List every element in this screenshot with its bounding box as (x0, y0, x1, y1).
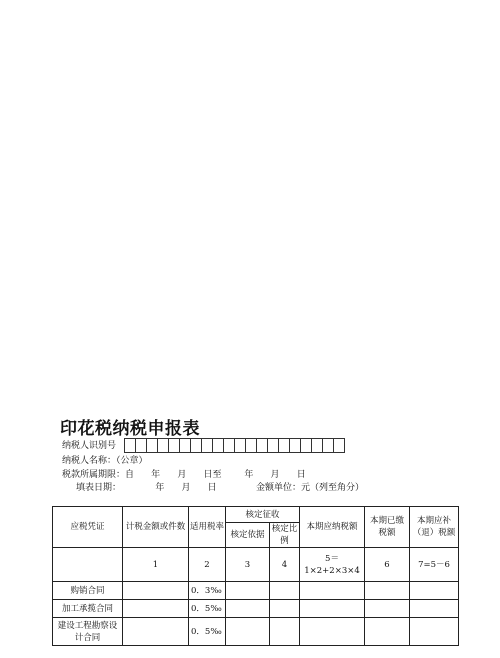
row-name: 建设工程勘察设计合同 (53, 618, 123, 646)
row-name: 加工承揽合同 (53, 600, 123, 618)
row-name: 购销合同 (53, 582, 123, 600)
index-cell-6: 6 (365, 548, 410, 582)
paid-cell[interactable] (365, 618, 410, 646)
header-assessed-basis: 核定依据 (226, 523, 270, 548)
amount-cell[interactable] (123, 582, 189, 600)
index-cell-5: 5＝1×2+2×3×4 (300, 548, 365, 582)
header-assessed-ratio: 核定比例 (270, 523, 300, 548)
index-cell-7: 7=5－6 (410, 548, 459, 582)
ratio-cell[interactable] (270, 618, 300, 646)
index-cell-2: 2 (189, 548, 226, 582)
refund-cell[interactable] (410, 618, 459, 646)
amount-cell[interactable] (123, 618, 189, 646)
header-rate: 适用税率 (189, 507, 226, 548)
basis-cell[interactable] (226, 600, 270, 618)
tax-declaration-table (52, 506, 459, 646)
header-payable: 本期应纳税额 (300, 507, 365, 548)
basis-cell[interactable] (226, 618, 270, 646)
header-taxable-amount: 计税金额或件数 (123, 507, 189, 548)
taxpayer-name-label: 纳税人名称：（公章） (62, 456, 148, 466)
table-row (53, 600, 459, 618)
index-cell-4: 4 (270, 548, 300, 582)
basis-cell[interactable] (226, 582, 270, 600)
taxpayer-id-boxes[interactable] (124, 438, 344, 453)
table-row (53, 582, 459, 600)
header-refund: 本期应补（退）税额 (410, 507, 459, 548)
refund-cell[interactable] (410, 600, 459, 618)
rate-cell: 0．3‰ (189, 582, 226, 600)
ratio-cell[interactable] (270, 582, 300, 600)
amount-unit-line: 金额单位：元（列至角分） (256, 483, 365, 493)
header-taxable-doc: 应税凭证 (53, 507, 123, 548)
fill-date-line: 填表日期： 年 月 日 (76, 483, 217, 493)
index-cell-1: 1 (123, 548, 189, 582)
rate-cell: 0．5‰ (189, 600, 226, 618)
paid-cell[interactable] (365, 600, 410, 618)
amount-cell[interactable] (123, 600, 189, 618)
table-row (53, 618, 459, 646)
taxpayer-id-label: 纳税人识别号 (62, 441, 117, 451)
id-box[interactable] (333, 438, 345, 453)
paid-cell[interactable] (365, 582, 410, 600)
refund-cell[interactable] (410, 582, 459, 600)
index-cell-3: 3 (226, 548, 270, 582)
form-title: 印花税纳税申报表 (60, 419, 200, 439)
payable-cell[interactable] (300, 600, 365, 618)
ratio-cell[interactable] (270, 600, 300, 618)
header-assessed: 核定征收 (226, 507, 300, 523)
rate-cell: 0．5‰ (189, 618, 226, 646)
header-paid: 本期已缴税额 (365, 507, 410, 548)
payable-cell[interactable] (300, 582, 365, 600)
tax-period-line: 税款所属期限：自 年 月 日至 年 月 日 (62, 470, 306, 480)
payable-cell[interactable] (300, 618, 365, 646)
index-cell-empty (53, 548, 123, 582)
